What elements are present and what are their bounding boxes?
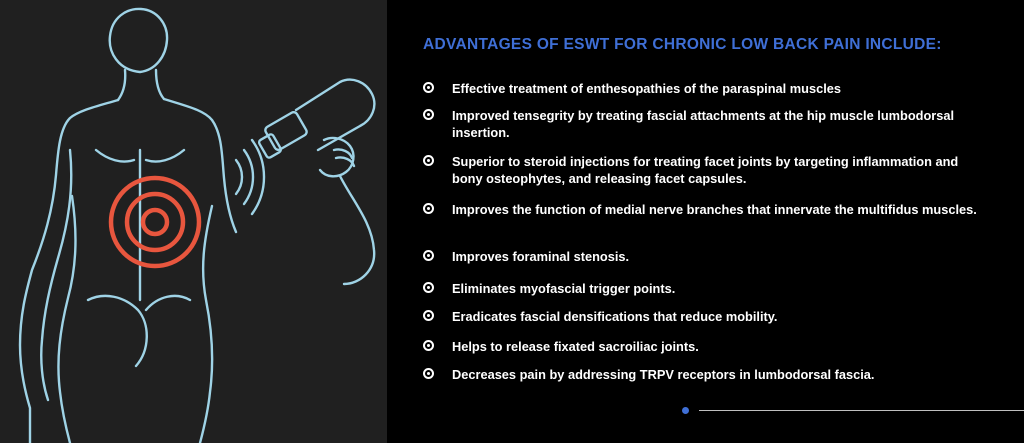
shockwave-device-icon — [258, 80, 374, 284]
human-back-illustration — [0, 0, 387, 443]
list-item — [423, 80, 983, 97]
radio-bullet-icon — [423, 250, 434, 261]
head-outline — [110, 9, 167, 72]
divider-line — [699, 410, 1024, 411]
list-item-text: Decreases pain by addressing TRPV receptors in lumbodorsal fascia. — [452, 367, 875, 382]
radio-bullet-icon — [423, 155, 434, 166]
list-item — [423, 338, 983, 355]
list-item-text: Superior to steroid injections for treating facet joints by targeting inflammation and bony osteophytes, and releasing facet capsules. — [452, 154, 959, 186]
list-item — [423, 280, 983, 297]
list-item — [423, 366, 983, 383]
target-ring-inner — [143, 210, 167, 234]
pain-target-icon — [111, 178, 199, 266]
list-item-text: Effective treatment of enthesopathies of the paraspinal muscles — [452, 81, 841, 96]
glute-outline — [88, 296, 190, 366]
radio-bullet-icon — [423, 282, 434, 293]
list-item-text: Eradicates fascial densifications that reduce mobility. — [452, 309, 778, 324]
hip-outline — [58, 196, 212, 443]
list-item — [423, 201, 983, 218]
target-ring-outer — [111, 178, 199, 266]
radio-bullet-icon — [423, 109, 434, 120]
illustration-panel — [0, 0, 387, 443]
section-heading: ADVANTAGES OF ESWT FOR CHRONIC LOW BACK PAIN INCLUDE: — [423, 36, 942, 53]
list-item-text: Improves the function of medial nerve branches that innervate the multifidus muscles. — [452, 202, 977, 217]
list-item — [423, 308, 983, 325]
radio-bullet-icon — [423, 368, 434, 379]
neck-outline — [118, 70, 164, 100]
list-item — [423, 248, 983, 265]
list-item-text: Helps to release fixated sacroiliac joints. — [452, 339, 699, 354]
list-item — [423, 107, 983, 141]
list-item — [423, 153, 983, 187]
radio-bullet-icon — [423, 310, 434, 321]
wave-1 — [236, 160, 242, 194]
wave-2 — [244, 150, 253, 204]
radio-bullet-icon — [423, 82, 434, 93]
target-ring-middle — [127, 194, 183, 250]
list-item-text: Improves foraminal stenosis. — [452, 249, 630, 264]
left-arm-outline — [41, 150, 71, 400]
pager-dot — [682, 407, 689, 414]
content-panel — [387, 0, 1024, 443]
list-item-text: Eliminates myofascial trigger points. — [452, 281, 676, 296]
radio-bullet-icon — [423, 203, 434, 214]
list-item-text: Improved tensegrity by treating fascial attachments at the hip muscle lumbodorsal insertion. — [452, 108, 955, 140]
radio-bullet-icon — [423, 340, 434, 351]
